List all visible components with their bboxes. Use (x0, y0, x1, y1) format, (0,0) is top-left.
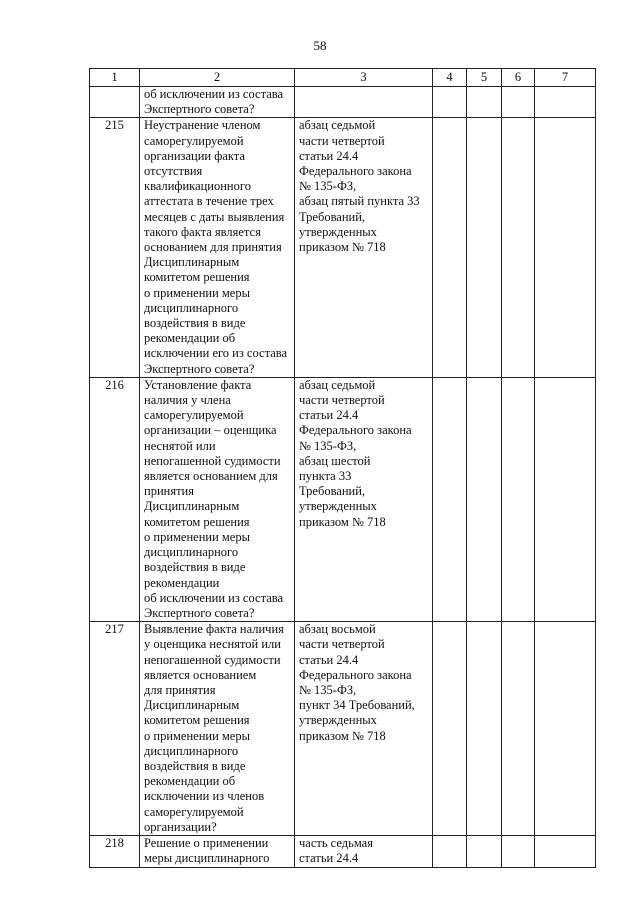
column-header-2: 2 (140, 69, 295, 87)
question-cell: об исключении из состава Экспертного совета? (140, 87, 295, 118)
empty-cell (433, 835, 467, 867)
empty-cell (433, 118, 467, 377)
empty-cell (535, 622, 596, 836)
empty-cell (467, 622, 502, 836)
legal-basis-cell: абзац восьмой части четвертой статьи 24.4 Федерального закона № 135-ФЗ, пункт 34 Требований, утвержденных приказом № 718 (295, 622, 433, 836)
table-row (90, 118, 596, 377)
column-header-1: 1 (90, 69, 140, 87)
requirements-table (89, 68, 596, 868)
empty-cell (502, 377, 535, 621)
empty-cell (535, 377, 596, 621)
empty-cell (535, 87, 596, 118)
table-row (90, 87, 596, 118)
table-row (90, 622, 596, 836)
question-cell: Выявление факта наличия у оценщика неснятой или непогашенной судимости является основанием для принятия Дисциплинарным комитетом решения о применении меры дисциплинарного воздействия в виде рекомендации об исключении из членов саморегулируемой организации? (140, 622, 295, 836)
empty-cell (467, 377, 502, 621)
empty-cell (535, 835, 596, 867)
header-row (90, 69, 596, 87)
legal-basis-cell (295, 87, 433, 118)
column-header-4: 4 (433, 69, 467, 87)
empty-cell (502, 118, 535, 377)
empty-cell (433, 622, 467, 836)
empty-cell (535, 118, 596, 377)
question-cell: Решение о применении меры дисциплинарного (140, 835, 295, 867)
question-cell: Установление факта наличия у члена саморегулируемой организации – оценщика неснятой или непогашенной судимости является основанием для принятия Дисциплинарным комитетом решения о применении меры дисциплинарного воздействия в виде рекомендации об исключении из состава Экспертного совета? (140, 377, 295, 621)
row-number: 215 (90, 118, 140, 377)
row-number: 216 (90, 377, 140, 621)
legal-basis-cell: абзац седьмой части четвертой статьи 24.4 Федерального закона № 135-ФЗ, абзац шестой пункта 33 Требований, утвержденных приказом № 718 (295, 377, 433, 621)
row-number (90, 87, 140, 118)
legal-basis-cell: часть седьмая статьи 24.4 (295, 835, 433, 867)
empty-cell (433, 87, 467, 118)
legal-basis-cell: абзац седьмой части четвертой статьи 24.4 Федерального закона № 135-ФЗ, абзац пятый пункта 33 Требований, утвержденных приказом № 718 (295, 118, 433, 377)
table-row (90, 835, 596, 867)
table-row (90, 377, 596, 621)
page-number: 58 (313, 38, 327, 53)
empty-cell (467, 87, 502, 118)
empty-cell (467, 835, 502, 867)
column-header-3: 3 (295, 69, 433, 87)
column-header-7: 7 (535, 69, 596, 87)
column-header-5: 5 (467, 69, 502, 87)
question-cell: Неустранение членом саморегулируемой организации факта отсутствия квалификационного аттестата в течение трех месяцев с даты выявления такого факта является основанием для принятия Дисциплинарным комитетом решения о применении меры дисциплинарного воздействия в виде рекомендации об исключении его из состава Экспертного совета? (140, 118, 295, 377)
column-header-6: 6 (502, 69, 535, 87)
empty-cell (467, 118, 502, 377)
empty-cell (502, 622, 535, 836)
empty-cell (433, 377, 467, 621)
row-number: 218 (90, 835, 140, 867)
row-number: 217 (90, 622, 140, 836)
empty-cell (502, 87, 535, 118)
empty-cell (502, 835, 535, 867)
